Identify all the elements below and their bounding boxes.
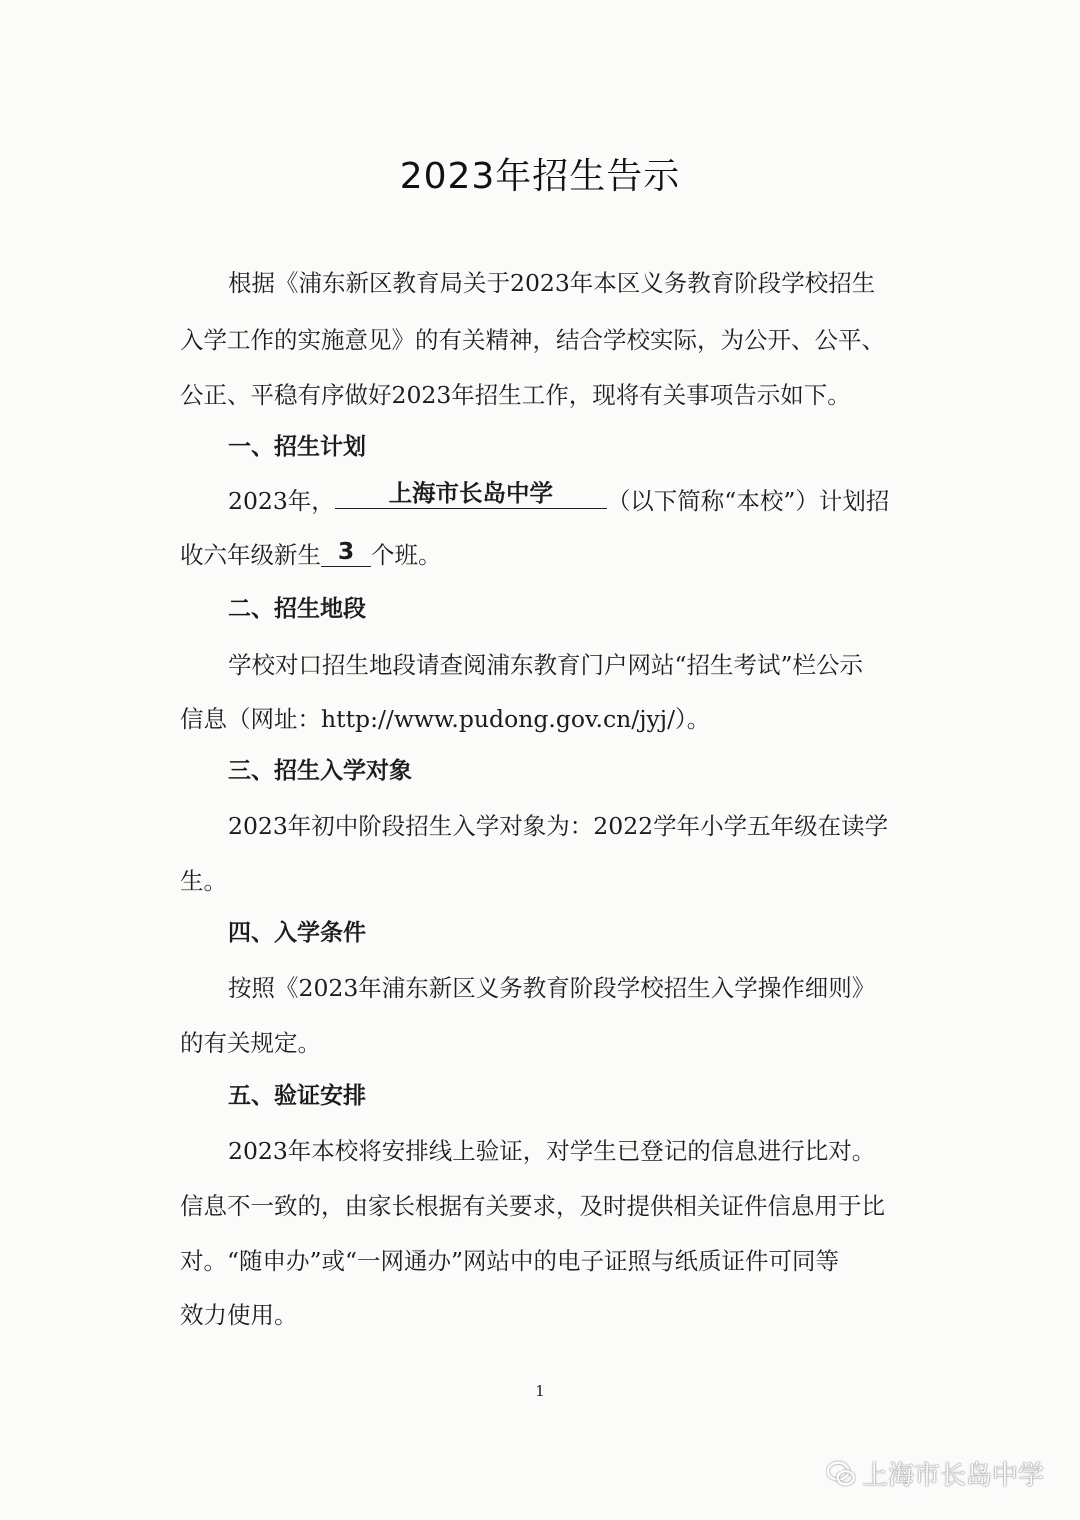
section5-line-3: 对。“随申办”或“一网通办”网站中的电子证照与纸质证件可同等 (180, 1247, 840, 1275)
watermark-text: 上海市长岛中学 (861, 1461, 1044, 1491)
section2-line-1: 学校对口招生地段请查阅浦东教育门户网站“招生考试”栏公示 (228, 651, 864, 679)
section-heading-1: 一、招生计划 (228, 434, 366, 460)
wechat-icon (826, 1459, 856, 1489)
section2-line-2: 信息（网址：http://www.pudong.gov.cn/jyj/）。 (180, 705, 711, 733)
section1-line-2: 收六年级新生 3 个班。 (180, 537, 442, 569)
section3-line-2: 生。 (180, 867, 227, 895)
section4-line-1: 按照《2023年浦东新区义务教育阶段学校招生入学操作细则》 (228, 974, 876, 1002)
section5-line-1: 2023年本校将安排线上验证，对学生已登记的信息进行比对。 (228, 1137, 876, 1165)
section3-line-1: 2023年初中阶段招生入学对象为：2022学年小学五年级在读学 (228, 812, 889, 840)
intro-line-2: 入学工作的实施意见》的有关精神，结合学校实际，为公开、公平、 (180, 326, 885, 354)
class-count-field: 3 (321, 536, 371, 567)
section1-line-1: 2023年， 上海市长岛中学 （以下简称“本校”）计划招 (228, 479, 890, 515)
section-heading-2: 二、招生地段 (228, 596, 366, 622)
section5-line-4: 效力使用。 (180, 1301, 298, 1329)
school-name-field: 上海市长岛中学 (335, 478, 607, 509)
intro-line-1: 根据《浦东新区教育局关于2023年本区义务教育阶段学校招生 (228, 269, 876, 297)
section-heading-5: 五、验证安排 (228, 1083, 366, 1109)
section4-line-2: 的有关规定。 (180, 1029, 321, 1057)
document-title: 2023年招生告示 (399, 156, 681, 197)
section5-line-2: 信息不一致的，由家长根据有关要求，及时提供相关证件信息用于比 (180, 1192, 885, 1220)
intro-line-3: 公正、平稳有序做好2023年招生工作，现将有关事项告示如下。 (180, 381, 851, 409)
section-heading-3: 三、招生入学对象 (228, 758, 412, 784)
section-heading-4: 四、入学条件 (228, 920, 366, 946)
page-number: 1 (535, 1382, 545, 1400)
wechat-watermark (826, 1455, 1044, 1492)
